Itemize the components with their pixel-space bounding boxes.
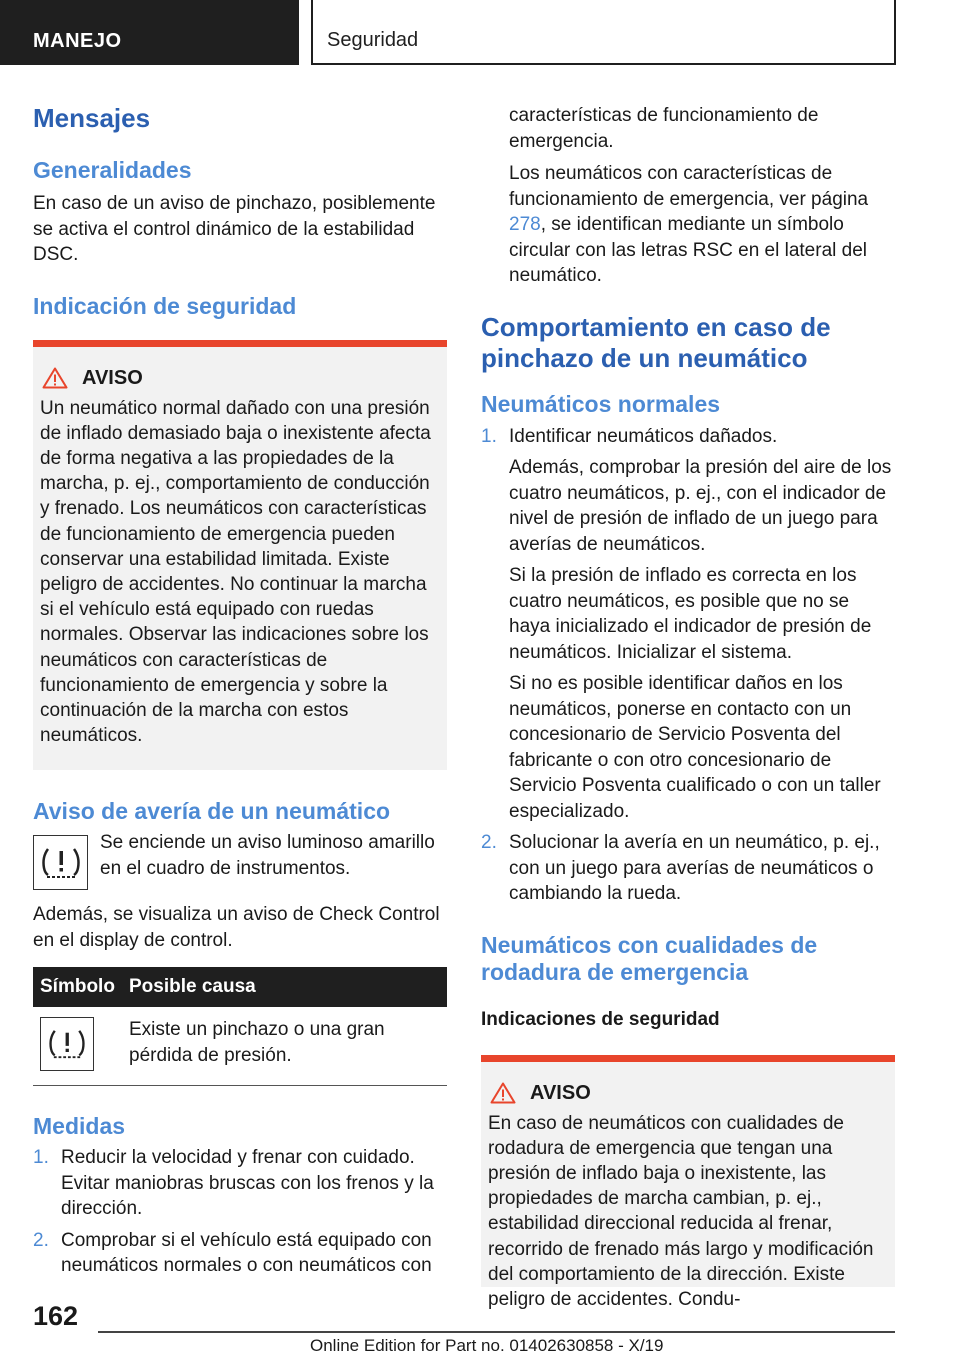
list-item [33,1145,447,1222]
heading-medidas: Medidas [33,1113,126,1140]
header-chapter-label: Seguridad [327,29,419,51]
footer-divider [98,1331,895,1333]
warning-title [40,367,439,390]
heading-rodadura-emergencia: Neumáticos con cualidades de rodadura de emergencia [481,931,818,985]
step-1-title: Identificar neumáticos dañados. [509,425,778,447]
step-2-text: Solucionar la avería en un neumático, p. ej., con un juego para averías de neumáticos o cambiando la rueda. [509,832,880,904]
table-header-symbol: Símbolo [33,967,129,1007]
list-number: 1. [481,425,497,447]
warning-text: En caso de neumáticos con cualidades de rodadura de emergencia que tengan una presión de inflado baja o inexistente, las propiedades de marcha cambian, p. ej., estabilidad direccional reducida al frenar, recorrido de frenado más largo y modificación del comportamiento de la dirección. Existe peligro de accidentes. Condu- [488,1112,874,1310]
list-item [481,424,895,825]
list-text: Comprobar si el vehículo está equipado con neumáticos normales o con neumáticos con [61,1229,432,1277]
table-cell-symbol [33,1007,129,1086]
warning-triangle-icon [490,1082,516,1104]
paragraph-continuation: características de funcionamiento de emergencia. [509,105,819,152]
warning-triangle-icon [42,367,68,389]
heading-indicacion-seguridad: Indicación de seguridad [33,292,297,319]
header-chapter-tab [311,0,896,65]
page-number: 162 [33,1301,79,1331]
list-item [481,830,895,907]
heading-mensajes: Mensajes [33,103,151,133]
list-body [509,424,895,825]
right-column [481,100,895,1310]
warning-text: Un neumático normal dañado con una presión de inflado demasiado baja o inexistente afecta de forma negativa a las propiedades de la marcha, p. ej., comportamiento de conducción y frenado. Los neumáticos con características de funcionamiento de emergencia pueden conservar una estabilidad limitada. Existe peligro de accidentes. No continuar la marcha si el vehículo está equipado con ruedas normales. Observar las indicaciones sobre los neumáticos con características de funcionamiento de emergencia y sobre la continuación de la marcha con estos neumáticos. [40,397,431,747]
symbol-table [33,967,447,1086]
paragraph-rsc-b: , se identifican mediante un símbolo circular con las letras RSC en el lateral del neumático. [509,214,867,286]
table-row [33,1007,447,1086]
steps-list [481,424,895,907]
tire-pressure-warning-icon [33,835,88,890]
paragraph-rsc-a: Los neumáticos con características de funcionamiento de emergencia, ver página [509,163,869,210]
step-1-detail: Si no es posible identificar daños en los neumáticos, ponerse en contacto con un concesionario de Servicio Posventa del fabricante o con otro concesionario de Servicio Posventa cualificado o con un taller especializado. [509,673,881,822]
list-number: 2. [33,1229,49,1251]
footer-edition: Online Edition for Part no. 01402630858 - X/19 [310,1336,664,1355]
heading-generalidades: Generalidades [33,157,192,183]
heading-comportamiento: Comportamiento en caso de pinchazo de un neumático [481,311,831,373]
tire-warning-text: Se enciende un aviso luminoso amarillo en el cuadro de instrumentos. [100,832,435,879]
tire-pressure-icon [39,846,83,880]
step-1-detail: Además, comprobar la presión del aire de los cuatro neumáticos, p. ej., con el indicador de nivel de presión de inflado de un juego para averías de neumáticos. [509,457,892,555]
paragraph-generalidades: En caso de un aviso de pinchazo, posiblemente se activa el control dinámico de la estabilidad DSC. [33,193,436,265]
warning-box [33,340,447,771]
medidas-list [33,1145,447,1279]
warning-title-text: AVISO [530,1081,591,1104]
check-control-text: Además, se visualiza un aviso de Check Control en el display de control. [33,904,440,951]
list-number: 1. [33,1147,49,1169]
tire-pressure-icon [46,1028,88,1060]
heading-aviso-averia: Aviso de avería de un neumático [33,798,391,825]
warning-box [481,1055,895,1310]
header-section-tab [0,0,299,65]
table-header-cause: Posible causa [129,967,447,1007]
header-section-label: MANEJO [33,30,122,52]
step-1-detail: Si la presión de inflado es correcta en los cuatro neumáticos, es posible que no se haya inicializado el indicador de presión de neumáticos. Inicializar el sistema. [509,565,872,663]
tire-pressure-warning-icon [40,1017,94,1071]
warning-title-text: AVISO [82,366,143,389]
list-item [33,1228,447,1279]
page-reference-link[interactable]: 278 [509,214,541,235]
list-text: Reducir la velocidad y frenar con cuidado. Evitar maniobras bruscas con los frenos y la dirección. [61,1147,434,1220]
table-cell-cause: Existe un pinchazo o una gran pérdida de presión. [129,1007,447,1086]
heading-neumaticos-normales: Neumáticos normales [481,390,721,417]
list-number: 2. [481,832,497,853]
heading-indicaciones-seguridad: Indicaciones de seguridad [481,1008,720,1030]
warning-title [488,1082,887,1105]
left-column [33,100,447,1279]
table-header-row [33,967,447,1007]
tire-warning-row [33,832,447,890]
paragraph-rsc [509,161,895,289]
